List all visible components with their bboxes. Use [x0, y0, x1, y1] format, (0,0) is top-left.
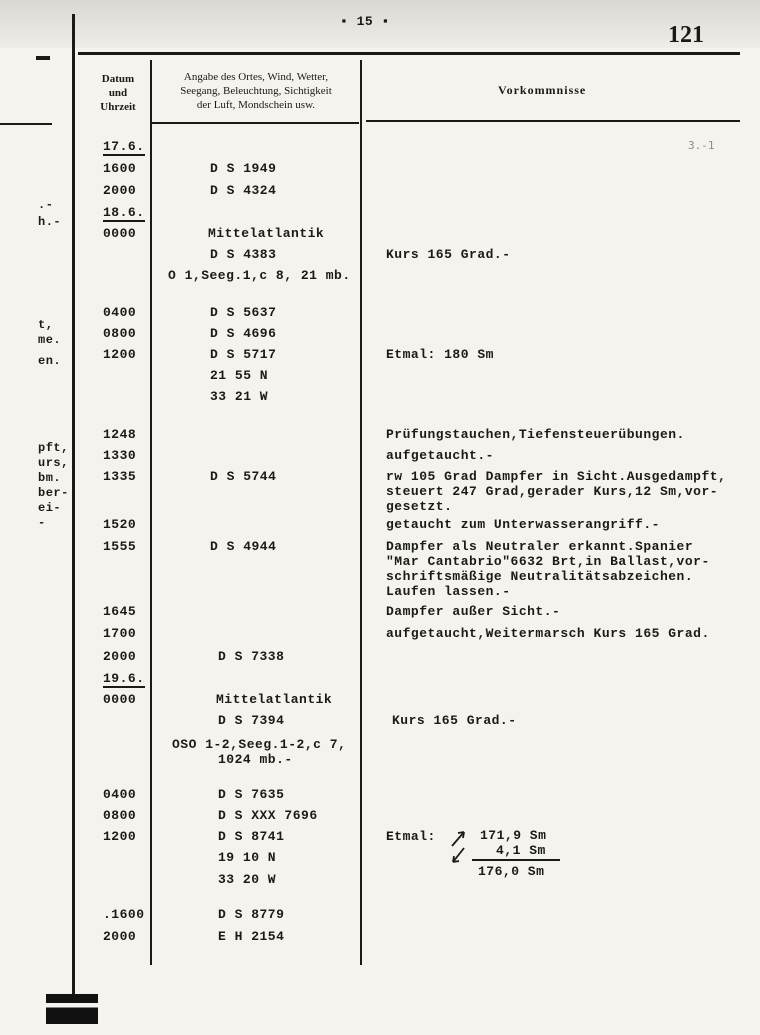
top-rule [78, 52, 740, 55]
time-entry: 0000 [103, 226, 137, 241]
page-number: 121 [668, 22, 704, 48]
location-entry: OSO 1-2,Seeg.1-2,c 7, [172, 737, 347, 752]
time-entry: 1200 [103, 829, 137, 844]
margin-fragment: ei- [38, 501, 62, 515]
event-entry: steuert 247 Grad,gerader Kurs,12 Sm,vor- [386, 484, 719, 499]
location-entry: D S 4383 [210, 247, 277, 262]
event-entry: Kurs 165 Grad.- [392, 713, 517, 728]
top-mark-text: 15 [356, 14, 374, 29]
location-entry: D S 4944 [210, 539, 277, 554]
location-entry: D S 7338 [218, 649, 285, 664]
corner-block-top [36, 56, 50, 60]
margin-fragment: .- [38, 198, 54, 212]
header-rule-right [366, 120, 740, 122]
location-entry: 1024 mb.- [218, 752, 293, 767]
top-mark: ▪ 15 ▪ [340, 14, 390, 29]
arrow-up-icon [450, 828, 468, 848]
margin-fragment: bm. [38, 471, 62, 485]
time-entry: 0800 [103, 326, 137, 341]
event-entry: Prüfungstauchen,Tiefensteuerübungen. [386, 427, 685, 442]
event-entry: Etmal: 180 Sm [386, 347, 494, 362]
event-entry: rw 105 Grad Dampfer in Sicht.Ausgedampft, [386, 469, 727, 484]
location-entry: D S 8741 [218, 829, 285, 844]
etmal-value-b: 4,1 Sm [496, 843, 546, 858]
col2-divider [360, 60, 362, 965]
location-entry: 19 10 N [218, 850, 277, 865]
margin-fragment: h.- [38, 215, 62, 229]
location-entry: D S 4324 [210, 183, 277, 198]
arrow-down-icon [450, 846, 468, 866]
time-entry: 0800 [103, 808, 137, 823]
margin-fragment: - [38, 516, 46, 530]
event-entry: schriftsmäßige Neutralitätsabzeichen. [386, 569, 694, 584]
location-entry: D S 5744 [210, 469, 277, 484]
margin-fragment: ber- [38, 486, 69, 500]
event-entry: aufgetaucht.- [386, 448, 494, 463]
location-entry: 33 20 W [218, 872, 277, 887]
time-entry: 0000 [103, 692, 137, 707]
location-entry: D S 7635 [218, 787, 285, 802]
location-entry: 21 55 N [210, 368, 269, 383]
etmal-value-a: 171,9 Sm [480, 828, 547, 843]
margin-fragment: urs, [38, 456, 69, 470]
etmal-sum-rule [472, 859, 560, 861]
event-entry: Kurs 165 Grad.- [386, 247, 511, 262]
event-entry: Etmal: [386, 829, 436, 844]
date-entry: 17.6. [103, 139, 145, 154]
event-entry: Dampfer außer Sicht.- [386, 604, 561, 619]
time-entry: 2000 [103, 183, 137, 198]
etmal-total: 176,0 Sm [478, 864, 545, 879]
time-entry: 1645 [103, 604, 137, 619]
time-entry: 2000 [103, 929, 137, 944]
col1-divider [150, 60, 152, 965]
etmal-calculation [450, 826, 570, 886]
time-entry: 1248 [103, 427, 137, 442]
time-entry: .1600 [103, 907, 145, 922]
location-entry: D S 7394 [218, 713, 285, 728]
location-entry: D S 4696 [210, 326, 277, 341]
margin-fragment: pft, [38, 441, 69, 455]
event-entry: aufgetaucht,Weitermarsch Kurs 165 Grad. [386, 626, 710, 641]
date-entry: 18.6. [103, 205, 145, 220]
time-entry: 2000 [103, 649, 137, 664]
event-entry: gesetzt. [386, 499, 453, 514]
time-entry: 1600 [103, 161, 137, 176]
location-entry: D S 1949 [210, 161, 277, 176]
header-rule-left [152, 122, 359, 124]
time-entry: 0400 [103, 305, 137, 320]
location-entry: O 1,Seeg.1,c 8, 21 mb. [168, 268, 351, 283]
event-entry: getaucht zum Unterwasserangriff.- [386, 517, 660, 532]
header-ort: Angabe des Ortes, Wind, Wetter, Seegang, Beleuchtung, Sichtigkeit der Luft, Mondschein usw. [180, 71, 332, 111]
location-entry: E H 2154 [218, 929, 285, 944]
time-entry: 1700 [103, 626, 137, 641]
header-vorkommnisse: Vorkommnisse [498, 83, 587, 97]
time-entry: 0400 [103, 787, 137, 802]
margin-fragment: t, [38, 318, 54, 332]
time-entry: 1335 [103, 469, 137, 484]
location-entry: 33 21 W [210, 389, 269, 404]
faint-ghost-text: 3.-1 [688, 139, 715, 152]
header-datum: Datum und Uhrzeit [100, 73, 136, 113]
left-margin-rule [72, 14, 75, 1014]
time-entry: 1200 [103, 347, 137, 362]
date-entry: 19.6. [103, 671, 145, 686]
location-entry: Mittelatlantik [208, 226, 325, 241]
location-entry: D S 8779 [218, 907, 285, 922]
location-entry: D S 5717 [210, 347, 277, 362]
event-entry: "Mar Cantabrio"6632 Brt,in Ballast,vor- [386, 554, 710, 569]
time-entry: 1555 [103, 539, 137, 554]
margin-fragment: me. [38, 333, 62, 347]
location-entry: D S 5637 [210, 305, 277, 320]
time-entry: 1520 [103, 517, 137, 532]
location-entry: Mittelatlantik [216, 692, 333, 707]
event-entry: Laufen lassen.- [386, 584, 511, 599]
left-edge-rule [0, 123, 52, 125]
location-entry: D S XXX 7696 [218, 808, 318, 823]
event-entry: Dampfer als Neutraler erkannt.Spanier [386, 539, 694, 554]
time-entry: 1330 [103, 448, 137, 463]
corner-block-bottom [46, 994, 98, 1024]
margin-fragment: en. [38, 354, 62, 368]
